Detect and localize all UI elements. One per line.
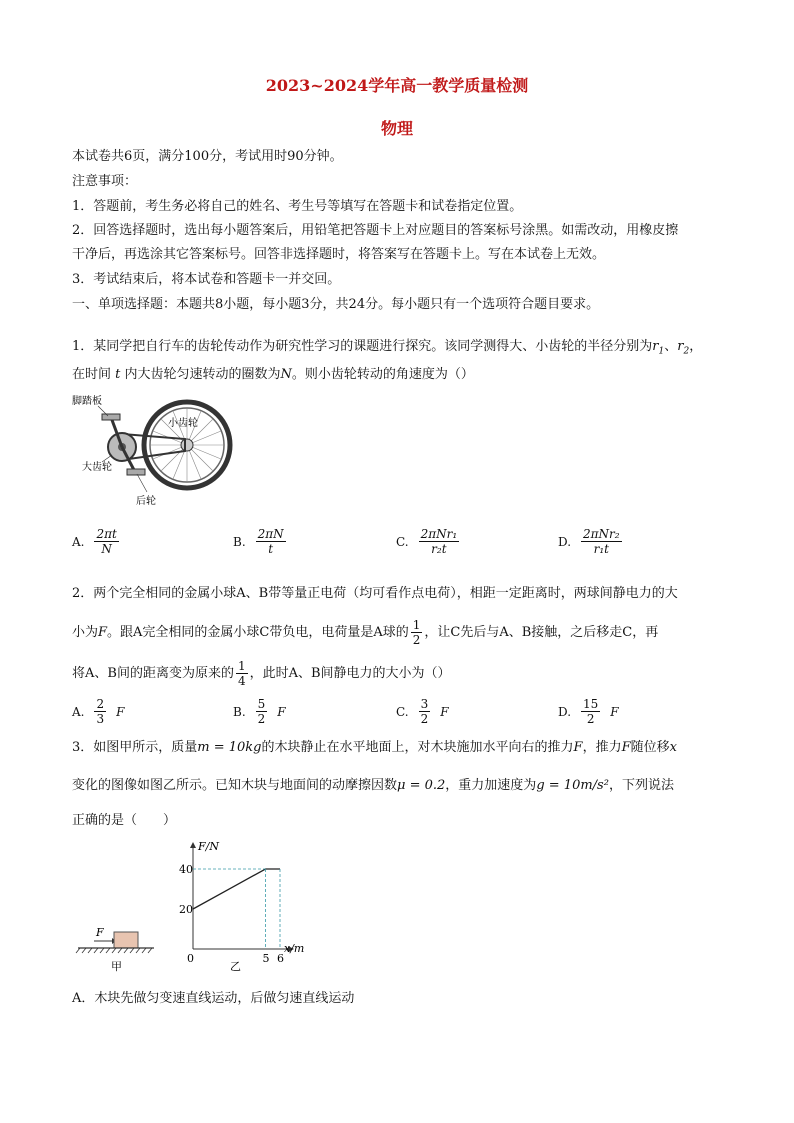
section-heading: 一、单项选择题：本题共8小题，每小题3分，共24分。每小题只有一个选项符合题目要求。 xyxy=(72,297,600,312)
force-curve xyxy=(193,869,280,909)
ground-hatch xyxy=(76,948,152,953)
q2-line3: 将A、B间的距离变为原来的 $\frac{1}{4}$ ，此时A、B间静电力的大小为（） xyxy=(72,659,451,688)
q1-text: 1．某同学把自行车的齿轮传动作为研究性学习的课题进行探究。该同学测得大、小齿轮的半径分别为 xyxy=(72,339,653,354)
x-axis-label: x/m xyxy=(284,942,305,955)
chart-layer xyxy=(179,863,284,965)
q1-option-b[interactable]: B. $\frac{2\pi N}{t}$ xyxy=(233,527,284,556)
sep: 、 xyxy=(664,339,678,354)
subject-title: 物理 xyxy=(380,119,413,138)
q2-line2: 小为F。跟A完全相同的金属小球C带负电，电荷量是A球的 $\frac{1}{2}$ ，让C先后与A、B接触，之后移走C，再 xyxy=(72,618,659,647)
notice-2b: 干净后，再选涂其它答案标号。回答非选择题时，将答案写在答题卡上。写在本试卷上无效。 xyxy=(72,247,606,262)
y-axis-arrow xyxy=(190,842,196,848)
t-var: t xyxy=(115,367,121,382)
pedal-top xyxy=(102,414,120,420)
small-gear-label: 小齿轮 xyxy=(168,418,198,429)
x-tick-0: 0 xyxy=(187,952,194,965)
q2-option-a[interactable]: A. $\frac{2}{3}$ F xyxy=(72,697,125,726)
exam-title: 2023~2024学年高一教学质量检测 xyxy=(265,76,529,95)
comma: ， xyxy=(689,339,703,354)
notice-3: 3．考试结束后，将本试卷和答题卡一并交回。 xyxy=(72,272,341,287)
big-gear-label: 大齿轮 xyxy=(82,462,112,473)
pedal-label: 脚踏板 xyxy=(72,396,102,407)
q1-option-c[interactable]: C. $\frac{\text{2πNr₁}}{\text{r₂t}}$ xyxy=(396,527,458,556)
block-figure xyxy=(72,922,162,977)
force-displacement-chart xyxy=(168,836,318,978)
y-tick-20: 20 xyxy=(179,903,193,916)
q1-option-d[interactable]: D. $\frac{\text{2πNr₂}}{\text{r₁t}}$ xyxy=(558,527,620,556)
y-axis-label: F/N xyxy=(198,840,219,853)
N-var: N xyxy=(280,367,292,382)
notice-title: 注意事项： xyxy=(72,174,138,189)
mu-value: μ = 0.2 xyxy=(397,778,446,793)
pedal-bottom xyxy=(127,469,145,475)
q1-option-a[interactable]: A. $\frac{2\pi t}{N}$ xyxy=(72,527,117,556)
q1-line2: 在时间 t 内大齿轮匀速转动的圈数为N。则小齿轮转动的角速度为（） xyxy=(72,367,474,382)
y-tick-40: 40 xyxy=(179,863,193,876)
q3-line2: 变化的图像如图乙所示。已知木块与地面间的动摩擦因数μ = 0.2，重力加速度为g = 10m/s²，下列说法 xyxy=(72,778,674,793)
figure-a-label: 甲 xyxy=(111,960,122,973)
g-value: g = 10m/s² xyxy=(536,778,609,793)
notice-1: 1．答题前，考生务必将自己的姓名、考生号等填写在答题卡和试卷指定位置。 xyxy=(72,199,523,214)
x-tick-6: 6 xyxy=(277,952,284,965)
q2-option-d[interactable]: D. $\frac{15}{2}$ F xyxy=(558,697,619,726)
r1-var: $r_1$ xyxy=(652,339,665,357)
figure-b-label: 乙 xyxy=(230,960,241,973)
x-tick-5: 5 xyxy=(262,952,270,965)
q3-option-a[interactable]: A．木块先做匀变速直线运动，后做匀速直线运动 xyxy=(72,991,355,1006)
q1-line1 xyxy=(72,338,702,361)
q3-line1: 3．如图甲所示，质量m = 10kg的木块静止在水平地面上，对木块施加水平向右的推力F，推力F随位移x xyxy=(72,740,677,755)
rear-wheel-label: 后轮 xyxy=(136,496,156,507)
q2-option-c[interactable]: C. $\frac{3}{2}$ F xyxy=(396,697,449,726)
small-gear xyxy=(181,439,193,451)
q2-line1: 2．两个完全相同的金属小球A、B带等量正电荷（均可看作点电荷），相距一定距离时，两球间静电力的大 xyxy=(72,586,678,601)
r2-var: $r_2$ xyxy=(677,339,690,357)
bicycle-gear-figure xyxy=(72,392,242,510)
wood-block xyxy=(114,932,138,948)
q2-option-b[interactable]: B. $\frac{5}{2}$ F xyxy=(233,697,286,726)
q3-line3: 正确的是（ ） xyxy=(72,813,177,828)
notice-2a: 2．回答选择题时，选出每小题答案后，用铅笔把答题卡上对应题目的答案标号涂黑。如需改动，用橡皮擦 xyxy=(72,223,679,238)
force-label: F xyxy=(96,926,104,939)
mass-value: m = 10kg xyxy=(197,740,262,755)
exam-info: 本试卷共6页，满分100分，考试用时90分钟。 xyxy=(72,149,343,164)
